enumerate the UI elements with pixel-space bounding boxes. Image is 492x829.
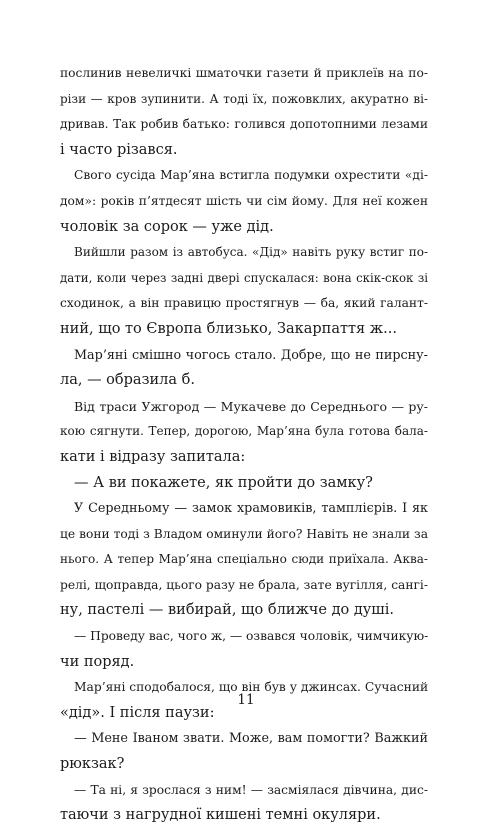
text-line: чоловік за сорок — уже дід.: [60, 218, 274, 235]
text-line: Від траси Ужгород — Мукачеве до Середнього — ру-: [74, 398, 428, 414]
text-line: — Мене Іваном звати. Може, вам помогти? Важкий: [74, 731, 428, 747]
text-line: — Та ні, я зрослася з ним! — засміялася дівчина, дис-: [74, 782, 428, 797]
text-line: чи поряд.: [60, 653, 135, 670]
text-line: кати і відразу запитала:: [60, 448, 246, 465]
text-line: таючи з нагрудної кишені темні окуляри.: [60, 807, 381, 824]
body-text: [60, 61, 428, 829]
text-line: нього. А тепер Мар’яна спеціально сюди приїхала. Аква-: [60, 552, 428, 567]
text-line: сходинок, а він правицю простягнув — ба, який галант-: [60, 296, 428, 311]
text-line: — А ви покажете, як пройти до замку?: [74, 474, 373, 491]
text-line: дривав. Так робив батько: голився допотопними лезами: [60, 117, 428, 132]
text-line: рiзи — кров зупинити. А тоді їх, пожовклих, акуратно ві-: [60, 91, 428, 106]
text-line: дом»: років п’ятдесят шість чи сім йому. Для неї кожен: [60, 193, 428, 208]
text-line: Мар’яні сподобалося, що він був у джинсах. Сучасний: [74, 680, 429, 695]
text-line: — Проведу вас, чого ж, — озвався чоловік, чимчикую-: [74, 629, 429, 644]
text-line: Вийшли разом із автобуса. «Дід» навіть руку встиг по-: [74, 245, 428, 260]
text-line: релі, щоправда, цього разу не брала, зате вугілля, сангі-: [60, 577, 428, 592]
text-line: «дід». І після паузи:: [60, 704, 215, 721]
text-line: і часто різався.: [60, 141, 178, 158]
text-line: ний, що то Європа близько, Закарпаття ж...: [60, 320, 397, 337]
text-line: це вони тоді з Владом оминули його? Навіть не знали за: [60, 526, 428, 541]
page-number: 11: [237, 692, 255, 708]
text-line: кою сягнути. Тепер, дорогою, Мар’яна була готова бала-: [60, 424, 428, 439]
text-line: У Середньому — замок храмовиків, тамплієрів. І як: [74, 501, 428, 517]
text-line: дати, коли через задні двері спускалася: вона скік-скок зі: [60, 270, 428, 285]
text-line: ла, — образила б.: [60, 372, 195, 389]
text-line: послинив невеличкі шматочки газети й приклеїв на по-: [60, 66, 428, 80]
text-line: Свого сусіда Мар’яна встигла подумки охрестити «ді-: [74, 168, 428, 183]
text-line: Мар’яні смішно чогось стало. Добре, що не пирсну-: [74, 347, 428, 363]
text-line: рюкзак?: [60, 756, 125, 773]
text-line: ну, пастелі — вибирай, що ближче до душі.: [60, 602, 395, 619]
